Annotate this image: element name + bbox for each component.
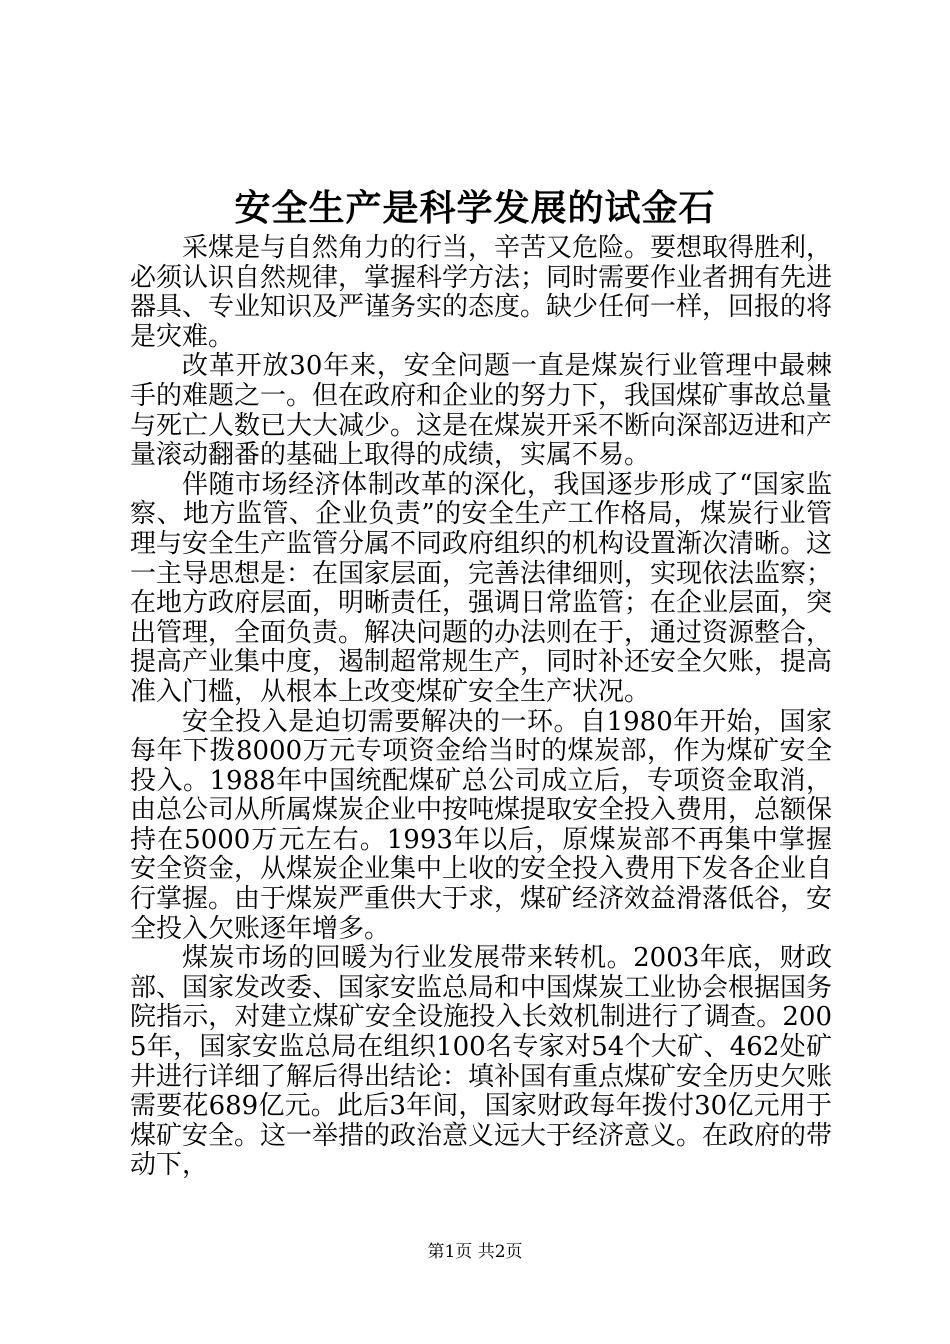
page-indicator: 第1页 共2页 — [427, 1242, 523, 1262]
paragraph: 改革开放30年来，安全问题一直是煤炭行业管理中最棘手的难题之一。但在政府和企业的努力下，我国煤矿事故总量与死亡人数已大大减少。这是在煤炭开采不断向深部迈进和产量滚动翻番的基础上取得的成绩，实属不易。 — [130, 351, 833, 471]
page-footer — [0, 1240, 950, 1264]
paragraph: 煤炭市场的回暖为行业发展带来转机。2003年底，财政部、国家发改委、国家安监总局和中国煤炭工业协会根据国务院指示，对建立煤矿安全设施投入长效机制进行了调查。2005年，国家安监总局在组织100名专家对54个大矿、462处矿井进行详细了解后得出结论：填补国有重点煤矿安全历史欠账需要花689亿元。此后3年间，国家财政每年拨付30亿元用于煤矿安全。这一举措的政治意义远大于经济意义。在政府的带动下， — [130, 943, 833, 1181]
paragraph: 采煤是与自然角力的行当，辛苦又危险。要想取得胜利，必须认识自然规律，掌握科学方法；同时需要作业者拥有先进器具、专业知识及严谨务实的态度。缺少任何一样，回报的将是灾难。 — [130, 233, 833, 352]
paragraph: 伴随市场经济体制改革的深化，我国逐步形成了“国家监察、地方监管、企业负责”的安全生产工作格局，煤炭行业管理与安全生产监管分属不同政府组织的机构设置渐次清晰。这一主导思想是：在国家层面，完善法律细则，实现依法监察；在地方政府层面，明晰责任，强调日常监管；在企业层面，突出管理，全面负责。解决问题的办法则在于，通过资源整合，提高产业集中度，遏制超常规生产，同时补还安全欠账，提高准入门槛，从根本上改变煤矿安全生产状况。 — [130, 469, 833, 707]
document-body — [130, 234, 832, 1181]
paragraph: 安全投入是迫切需要解决的一环。自1980年开始，国家每年下拨8000万元专项资金给当时的煤炭部，作为煤矿安全投入。1988年中国统配煤矿总公司成立后，专项资金取消，由总公司从所属煤炭企业中按吨煤提取安全投入费用，总额保持在5000万元左右。1993年以后，原煤炭部不再集中掌握安全资金，从煤炭企业集中上收的安全投入费用下发各企业自行掌握。由于煤炭严重供大于求，煤矿经济效益滑落低谷，安全投入欠账逐年增多。 — [130, 706, 833, 944]
document-title: 安全生产是科学发展的试金石 — [234, 187, 716, 229]
